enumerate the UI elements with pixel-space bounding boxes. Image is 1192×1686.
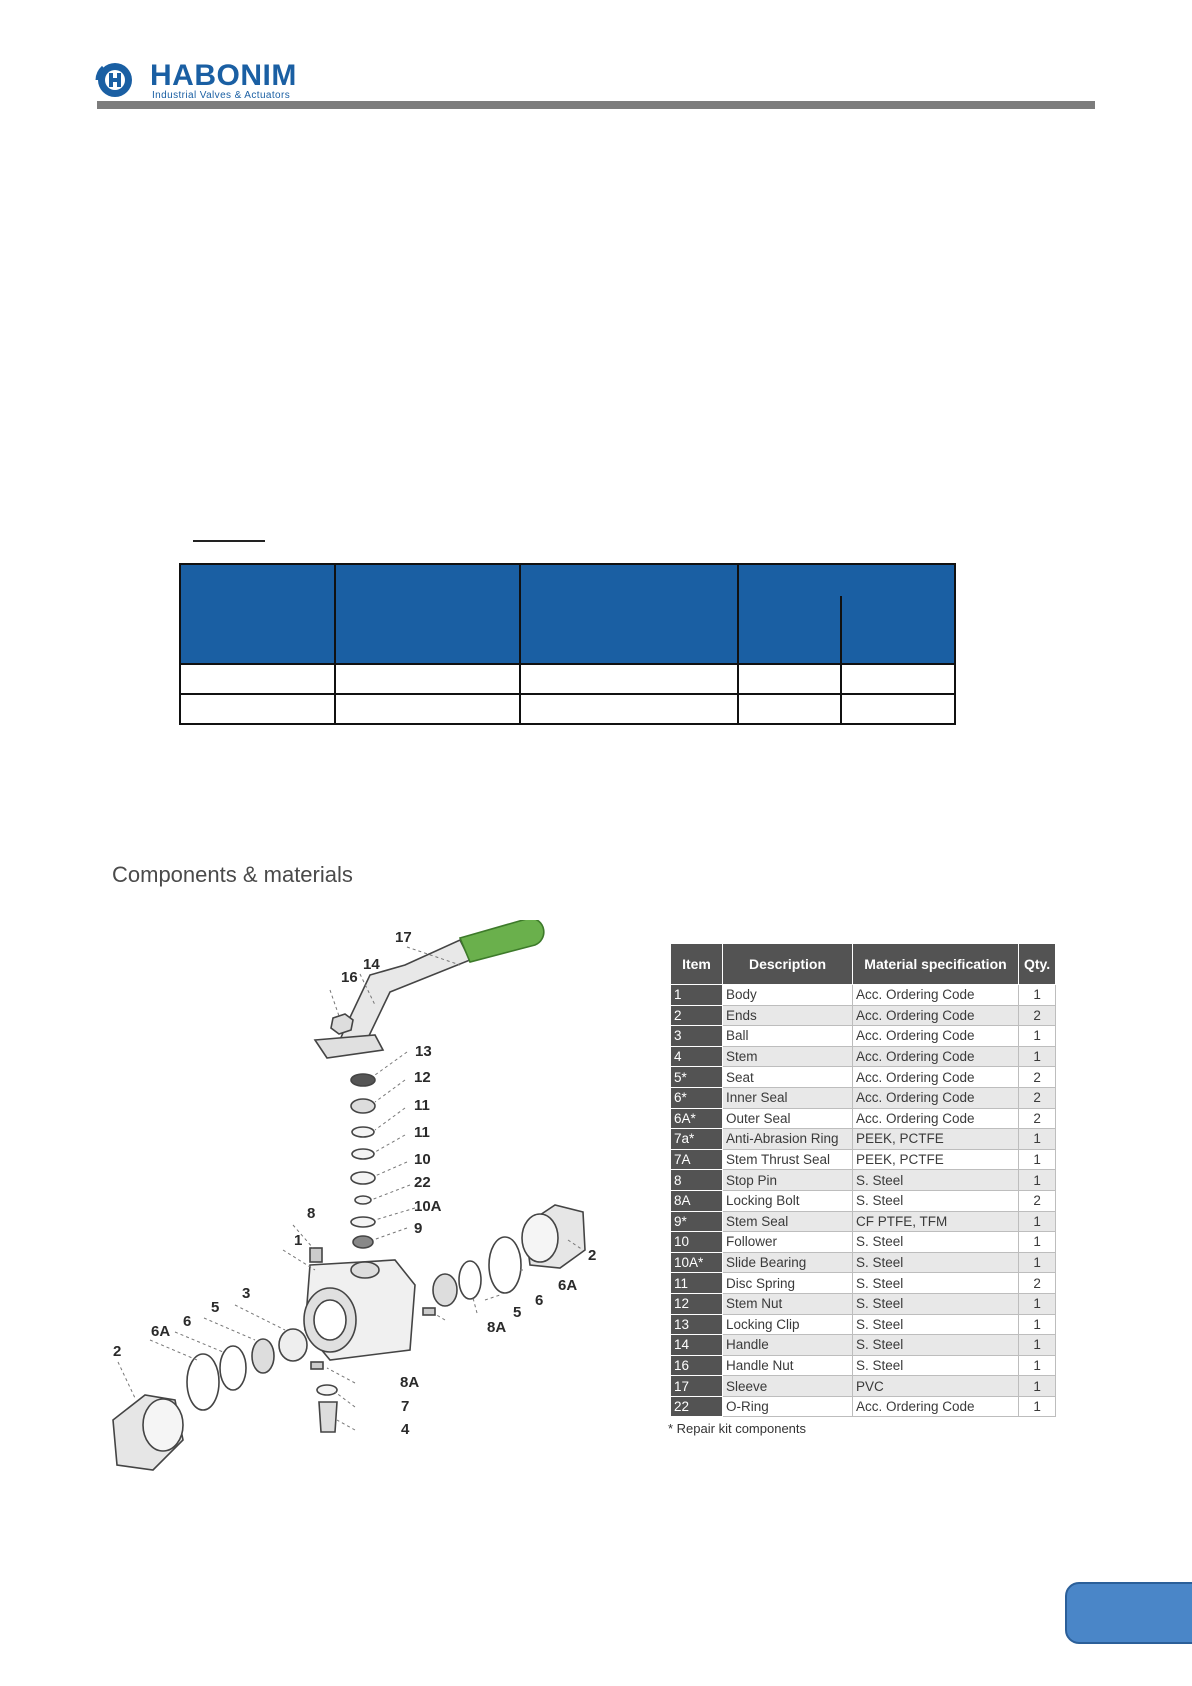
cell-qty: 1 [1019,1335,1056,1356]
cell-qty: 1 [1019,1170,1056,1191]
cell-item: 7A [671,1149,723,1170]
cell-item: 10 [671,1232,723,1253]
table-row [671,1129,1056,1150]
spec-cell [335,664,520,694]
cell-qty: 1 [1019,1026,1056,1047]
cell-material: S. Steel [853,1273,1019,1294]
callout-8a-left: 8A [400,1374,420,1391]
cell-item: 6* [671,1087,723,1108]
table-row [671,985,1056,1006]
cell-qty: 1 [1019,1046,1056,1067]
cell-qty: 2 [1019,1087,1056,1108]
exploded-valve-diagram [105,920,625,1475]
spec-cell [520,664,738,694]
cell-description: Stop Pin [723,1170,853,1191]
cell-material: Acc. Ordering Code [853,1067,1019,1088]
cell-qty: 1 [1019,985,1056,1006]
cell-item: 22 [671,1396,723,1417]
valve-parts [113,920,585,1470]
cell-qty: 2 [1019,1108,1056,1129]
table-row [671,1376,1056,1397]
blank-underline [193,540,265,542]
cell-qty: 1 [1019,1376,1056,1397]
table-row [671,1005,1056,1026]
callout-4: 4 [401,1421,410,1438]
cell-item: 3 [671,1026,723,1047]
table-row [671,1355,1056,1376]
cell-material: S. Steel [853,1314,1019,1335]
callout-5-left: 5 [211,1299,220,1316]
cell-description: Outer Seal [723,1108,853,1129]
callout-8: 8 [307,1205,316,1222]
brand-tagline: Industrial Valves & Actuators [152,90,291,101]
components-table [670,943,1056,1417]
spec-cell [841,664,955,694]
cell-description: O-Ring [723,1396,853,1417]
cell-item: 2 [671,1005,723,1026]
spec-cell [180,694,335,724]
cell-item: 1 [671,985,723,1006]
cell-material: PEEK, PCTFE [853,1129,1019,1150]
cell-description: Ends [723,1005,853,1026]
spec-cell [738,664,841,694]
spec-header-sub [841,596,955,664]
cell-qty: 1 [1019,1211,1056,1232]
cell-material: Acc. Ordering Code [853,1087,1019,1108]
page-tab [1065,1582,1192,1644]
cell-description: Stem Seal [723,1211,853,1232]
spec-cell [738,694,841,724]
cell-qty: 1 [1019,1396,1056,1417]
table-row [671,1149,1056,1170]
header-qty: Qty. [1019,944,1056,985]
cell-description: Ball [723,1026,853,1047]
cell-material: PVC [853,1376,1019,1397]
cell-description: Disc Spring [723,1273,853,1294]
callout-14: 14 [363,956,380,973]
part-callouts [113,929,596,1438]
cell-material: S. Steel [853,1252,1019,1273]
callout-8a-right: 8A [487,1319,507,1336]
cell-description: Anti-Abrasion Ring [723,1129,853,1150]
table-row [671,1087,1056,1108]
cell-qty: 2 [1019,1067,1056,1088]
table-row [671,1314,1056,1335]
callout-17: 17 [395,929,412,946]
table-row [671,1252,1056,1273]
header-item: Item [671,944,723,985]
section-title: Components & materials [112,862,353,887]
callout-3: 3 [242,1285,251,1302]
cell-qty: 2 [1019,1005,1056,1026]
callout-11b: 11 [414,1124,430,1141]
cell-item: 6A* [671,1108,723,1129]
table-row [671,1232,1056,1253]
cell-item: 13 [671,1314,723,1335]
cell-material: CF PTFE, TFM [853,1211,1019,1232]
table-row [671,1273,1056,1294]
cell-description: Seat [723,1067,853,1088]
cell-material: S. Steel [853,1232,1019,1253]
cell-item: 11 [671,1273,723,1294]
callout-1: 1 [294,1232,303,1249]
callout-13: 13 [415,1043,432,1060]
callout-11: 11 [414,1097,430,1114]
table-row [671,1211,1056,1232]
table-row [671,1293,1056,1314]
cell-item: 7a* [671,1129,723,1150]
callout-22: 22 [414,1174,431,1191]
cell-description: Follower [723,1232,853,1253]
table-row [671,1108,1056,1129]
callout-2-right: 2 [588,1247,597,1264]
cell-item: 16 [671,1355,723,1376]
cell-description: Inner Seal [723,1087,853,1108]
cell-item: 5* [671,1067,723,1088]
cell-material: Acc. Ordering Code [853,1396,1019,1417]
cell-material: Acc. Ordering Code [853,1005,1019,1026]
header-rule [97,101,1095,109]
cell-material: Acc. Ordering Code [853,1046,1019,1067]
cell-material: S. Steel [853,1170,1019,1191]
spec-header-cell [335,564,520,664]
cell-qty: 1 [1019,1252,1056,1273]
callout-6-left: 6 [183,1313,192,1330]
cell-description: Handle Nut [723,1355,853,1376]
header-material: Material specification [853,944,1019,985]
callout-6-right: 6 [535,1292,544,1309]
cell-description: Slide Bearing [723,1252,853,1273]
cell-qty: 2 [1019,1190,1056,1211]
cell-item: 4 [671,1046,723,1067]
callout-6a-right: 6A [558,1277,578,1294]
cell-description: Stem Nut [723,1293,853,1314]
cell-description: Sleeve [723,1376,853,1397]
table-row [671,1046,1056,1067]
cell-description: Locking Clip [723,1314,853,1335]
table-row [671,1067,1056,1088]
cell-qty: 1 [1019,1232,1056,1253]
callout-9: 9 [414,1220,423,1237]
cell-qty: 1 [1019,1149,1056,1170]
cell-item: 8 [671,1170,723,1191]
cell-material: S. Steel [853,1190,1019,1211]
callout-7: 7 [401,1398,410,1415]
cell-material: S. Steel [853,1355,1019,1376]
cell-qty: 2 [1019,1273,1056,1294]
cell-item: 17 [671,1376,723,1397]
cell-material: Acc. Ordering Code [853,1108,1019,1129]
spec-header-sub [738,596,841,664]
cell-qty: 1 [1019,1355,1056,1376]
cell-qty: 1 [1019,1314,1056,1335]
cell-material: S. Steel [853,1335,1019,1356]
callout-10: 10 [414,1151,431,1168]
spec-header-group [738,564,955,596]
table-row [671,1026,1056,1047]
table-row [671,1170,1056,1191]
spec-header-cell [180,564,335,664]
brand-name: HABONIM [150,59,297,92]
spec-cell [520,694,738,724]
cell-item: 14 [671,1335,723,1356]
cell-material: PEEK, PCTFE [853,1149,1019,1170]
cell-description: Handle [723,1335,853,1356]
spec-header-cell [520,564,738,664]
cell-item: 12 [671,1293,723,1314]
cell-qty: 1 [1019,1129,1056,1150]
cell-material: Acc. Ordering Code [853,985,1019,1006]
cell-description: Locking Bolt [723,1190,853,1211]
repair-kit-note: * Repair kit components [668,1421,807,1436]
cell-description: Body [723,985,853,1006]
cell-description: Stem Thrust Seal [723,1149,853,1170]
callout-12: 12 [414,1069,431,1086]
cell-item: 9* [671,1211,723,1232]
cell-material: S. Steel [853,1293,1019,1314]
spec-table [179,563,956,725]
spec-cell [180,664,335,694]
components-table-header [671,944,1056,985]
header-description: Description [723,944,853,985]
callout-16: 16 [341,969,358,986]
callout-2-left: 2 [113,1343,122,1360]
cell-item: 10A* [671,1252,723,1273]
table-row [671,1190,1056,1211]
callout-5-right: 5 [513,1304,522,1321]
table-row [671,1396,1056,1417]
callout-6a-left: 6A [151,1323,171,1340]
spec-cell [335,694,520,724]
table-row [671,1335,1056,1356]
cell-description: Stem [723,1046,853,1067]
cell-item: 8A [671,1190,723,1211]
callout-10a: 10A [414,1198,442,1215]
cell-qty: 1 [1019,1293,1056,1314]
cell-material: Acc. Ordering Code [853,1026,1019,1047]
spec-cell [841,694,955,724]
